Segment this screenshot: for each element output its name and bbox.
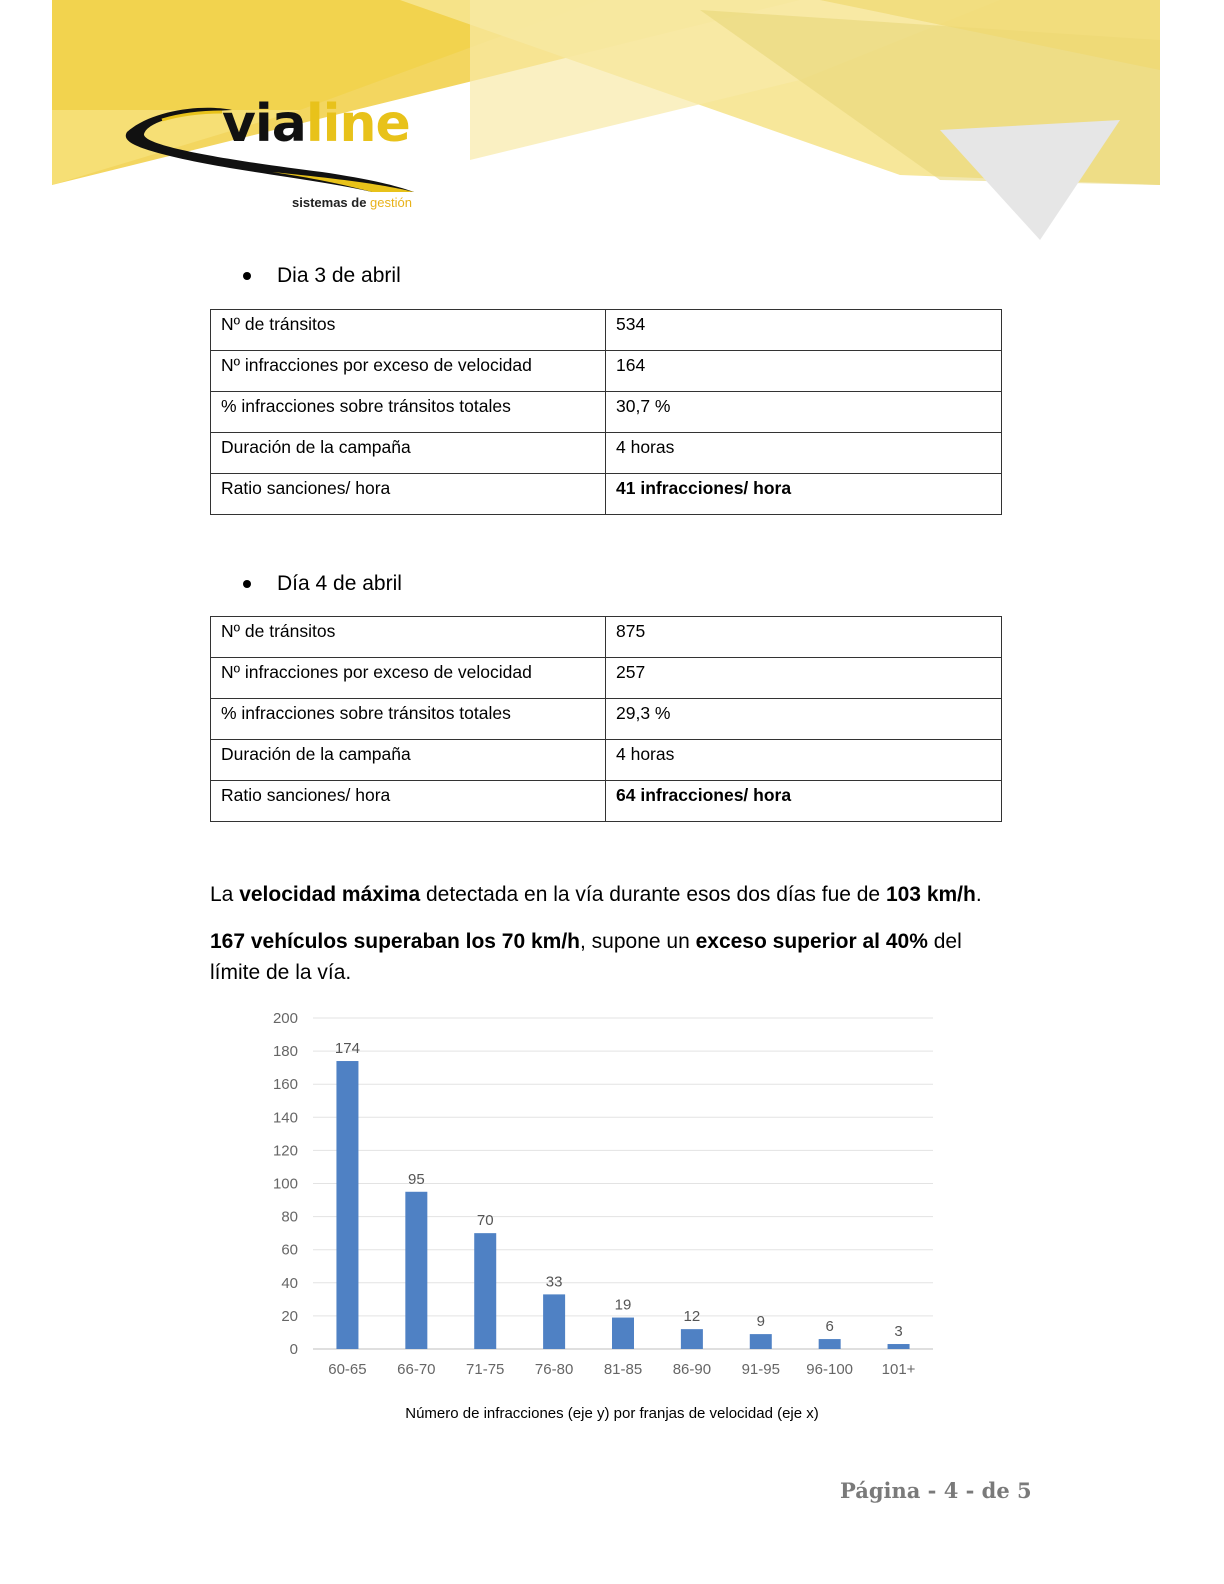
logo-word-via: via [222, 94, 306, 154]
x-tick-label: 96-100 [806, 1361, 854, 1378]
data-label: 6 [825, 1318, 834, 1336]
x-tick-label: 81-85 [603, 1361, 643, 1378]
x-tick-label: 91-95 [741, 1361, 780, 1378]
section2-heading-text: Día 4 de abril [277, 572, 402, 595]
table-row [211, 310, 1002, 351]
y-tick-label: 100 [272, 1175, 298, 1193]
bar [474, 1233, 496, 1349]
y-tick-label: 60 [281, 1241, 298, 1259]
y-tick-label: 20 [281, 1307, 298, 1325]
logo-tagline-b: gestión [370, 195, 412, 210]
data-label: 95 [407, 1170, 425, 1188]
y-tick-label: 0 [289, 1341, 298, 1358]
table-cell-value: 41 infracciones/ hora [606, 474, 1002, 515]
table-cell-value: 64 infracciones/ hora [606, 781, 1002, 822]
y-tick-label: 140 [272, 1109, 298, 1127]
text-run: La [210, 883, 240, 906]
table-cell-label: Nº de tránsitos [211, 310, 606, 351]
excess-paragraph [210, 926, 1005, 988]
logo-tagline [292, 195, 412, 210]
table-cell-value: 875 [606, 617, 1002, 658]
data-label: 19 [614, 1296, 632, 1314]
data-label: 12 [683, 1308, 701, 1326]
bullet-icon [243, 580, 251, 588]
table-cell-value: 534 [606, 310, 1002, 351]
table-cell-label: Nº infracciones por exceso de velocidad [211, 351, 606, 392]
bar [888, 1344, 910, 1349]
y-tick-label: 180 [272, 1043, 298, 1061]
bold-text-run: 167 vehículos superaban los 70 km/h [210, 930, 580, 953]
table-cell-label: Nº de tránsitos [211, 617, 606, 658]
bar [405, 1192, 427, 1349]
x-tick-label: 86-90 [672, 1361, 712, 1378]
table-cell-label: Ratio sanciones/ hora [211, 474, 606, 515]
table-cell-value: 29,3 % [606, 699, 1002, 740]
y-tick-label: 120 [272, 1142, 298, 1160]
x-tick-label: 76-80 [534, 1361, 574, 1378]
bar [336, 1061, 358, 1349]
table-row [211, 351, 1002, 392]
bar [543, 1294, 565, 1349]
bar [681, 1329, 703, 1349]
chart-caption: Número de infracciones (eje y) por franjas de velocidad (eje x) [405, 1405, 819, 1422]
text-run: detectada en la vía durante esos dos días fue de [420, 883, 886, 906]
bar [819, 1339, 841, 1349]
table-row [211, 392, 1002, 433]
vialine-logo [122, 92, 432, 217]
data-label: 174 [334, 1040, 360, 1058]
table-cell-value: 4 horas [606, 433, 1002, 474]
table-cell-label: Duración de la campaña [211, 740, 606, 781]
data-label: 9 [756, 1313, 765, 1331]
section1-heading-text: Dia 3 de abril [277, 264, 401, 287]
section2-table [210, 616, 1002, 822]
table-cell-value: 164 [606, 351, 1002, 392]
table-row [211, 658, 1002, 699]
bar [612, 1318, 634, 1349]
table-cell-value: 257 [606, 658, 1002, 699]
table-cell-label: Ratio sanciones/ hora [211, 781, 606, 822]
section1-table [210, 309, 1002, 515]
logo-wordmark [222, 94, 410, 154]
x-tick-label: 71-75 [466, 1361, 505, 1378]
logo-word-line: line [305, 94, 410, 154]
table-cell-label: % infracciones sobre tránsitos totales [211, 699, 606, 740]
y-tick-label: 80 [281, 1208, 298, 1226]
table-cell-label: Duración de la campaña [211, 433, 606, 474]
page-number: Página - 4 - de 5 [840, 1478, 1032, 1503]
text-run: del límite de la vía. [210, 930, 962, 984]
table-cell-value: 30,7 % [606, 392, 1002, 433]
table-row [211, 740, 1002, 781]
data-label: 70 [476, 1212, 494, 1230]
speed-infractions-bar-chart [250, 1000, 950, 1390]
y-tick-label: 160 [272, 1076, 298, 1094]
data-label: 33 [545, 1273, 563, 1291]
data-label: 3 [894, 1323, 903, 1341]
table-row [211, 699, 1002, 740]
section1-heading [243, 264, 401, 288]
bar [750, 1334, 772, 1349]
table-cell-label: Nº infracciones por exceso de velocidad [211, 658, 606, 699]
section2-heading [243, 572, 402, 596]
table-row [211, 617, 1002, 658]
y-tick-label: 40 [281, 1274, 298, 1292]
y-tick-label: 200 [272, 1010, 298, 1027]
logo-tagline-a: sistemas de [292, 195, 371, 210]
text-run: . [975, 883, 982, 906]
x-tick-label: 60-65 [328, 1361, 367, 1378]
table-row [211, 433, 1002, 474]
text-run: , supone un [580, 930, 696, 953]
table-cell-value: 4 horas [606, 740, 1002, 781]
table-row [211, 474, 1002, 515]
max-speed-paragraph [210, 879, 1005, 910]
bold-text-run: 103 km/h [885, 883, 976, 906]
x-tick-label: 66-70 [397, 1361, 436, 1378]
bullet-icon [243, 272, 251, 280]
x-tick-label: 101+ [881, 1361, 916, 1378]
table-row [211, 781, 1002, 822]
table-cell-label: % infracciones sobre tránsitos totales [211, 392, 606, 433]
bold-text-run: velocidad máxima [239, 883, 421, 906]
bold-text-run: exceso superior al 40% [695, 930, 928, 953]
